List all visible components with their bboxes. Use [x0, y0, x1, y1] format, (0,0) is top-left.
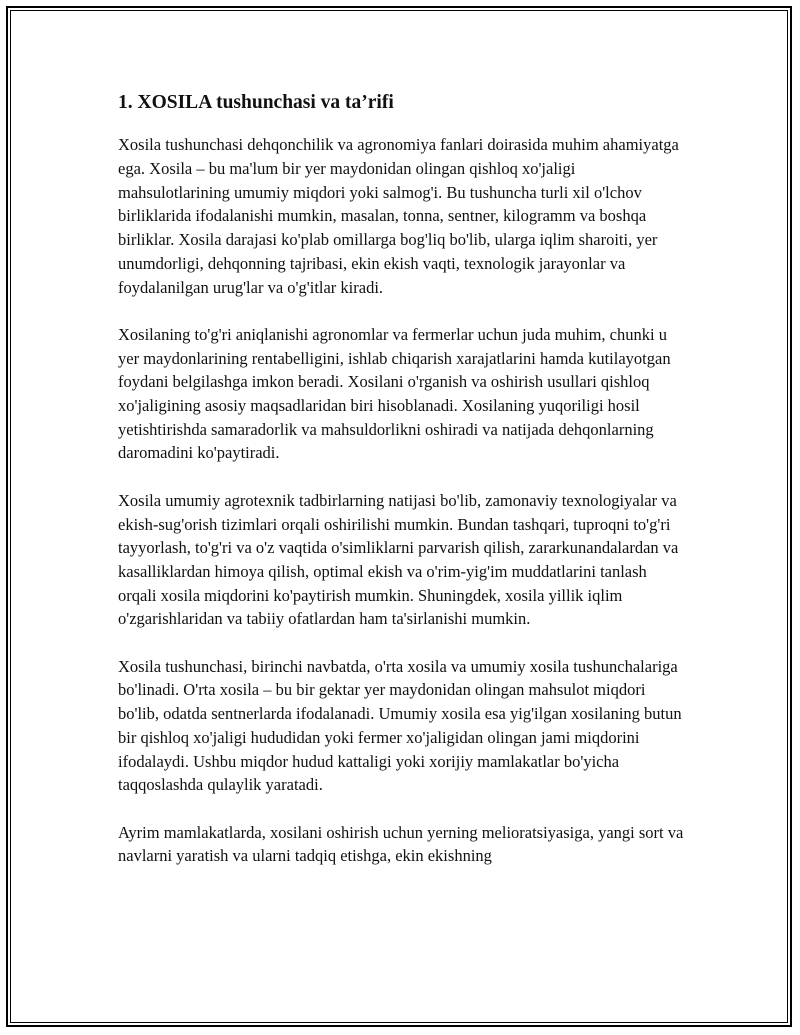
paragraph-1: Xosila tushunchasi dehqonchilik va agronomiya fanlari doirasida muhim ahamiyatga ega. Xosila – bu ma'lum bir yer maydonidan olingan qishloq xo'jaligi mahsulotlarining umumiy miqdori yoki salmog'i. Bu tushuncha turli xil o'lchov birliklarida ifodalanishi mumkin, masalan, tonna, sentner, kilogramm va boshqa birliklar. Xosila darajasi ko'plab omillarga bog'liq bo'lib, ularga iqlim sharoiti, yer unumdorligi, dehqonning tajribasi, ekin ekish vaqti, texnologik jarayonlar va foydalanilgan urug'lar va o'g'itlar kiradi. — [118, 135, 679, 297]
paragraph-3: Xosila umumiy agrotexnik tadbirlarning natijasi bo'lib, zamonaviy texnologiyalar va ekish-sug'orish tizimlari orqali oshirilishi mumkin. Bundan tashqari, tuproqni to'g'ri tayyorlash, to'g'ri va o'z vaqtida o'simliklarni parvarish qilish, zararkunandalardan va kasalliklardan himoya qilish, optimal ekish va o'rim-yig'im muddatlarini tanlash orqali xosila miqdorini ko'paytirish mumkin. Shuningdek, xosila yillik iqlim o'zgarishlaridan va tabiiy ofatlardan ham ta'sirlanishi mumkin. — [118, 490, 679, 629]
section-title: 1. XOSILA tushunchasi va ta’rifi — [118, 92, 394, 113]
paragraph-2: Xosilaning to'g'ri aniqlanishi agronomlar va fermerlar uchun juda muhim, chunki u yer maydonlarining rentabelligini, ishlab chiqarish xarajatlarini hamda kutilayotgan foydani belgilashga imkon beradi. Xosilani o'rganish va oshirish usullari qishloq xo'jaligining asosiy maqsadlaridan biri hisoblanadi. Xosilaning yuqoriligi hosil yetishtirishda samaradorlik va mahsuldorlikni oshiradi va natijada dehqonlarning daromadini ko'paytiradi. — [118, 324, 671, 463]
paragraph-5: Ayrim mamlakatlarda, xosilani oshirish uchun yerning melioratsiyasiga, yangi sort va navlarni yaratish va ularni tadqiq etishga, ekin ekishning — [118, 822, 684, 866]
paragraph-4: Xosila tushunchasi, birinchi navbatda, o'rta xosila va umumiy xosila tushunchalariga bo'linadi. O'rta xosila – bu bir gektar yer maydonidan olingan mahsulot miqdori bo'lib, odatda sentnerlarda ifodalanadi. Umumiy xosila esa yig'ilgan xosilaning butun bir qishloq xo'jaligi hududidan yoki fermer xo'jaligidan olingan jami miqdorini ifodalaydi. Ushbu miqdor hudud kattaligi yoki xorijiy mamlakatlar bo'yicha taqqoslashda qulaylik yaratadi. — [118, 656, 682, 795]
document-body — [118, 90, 688, 892]
